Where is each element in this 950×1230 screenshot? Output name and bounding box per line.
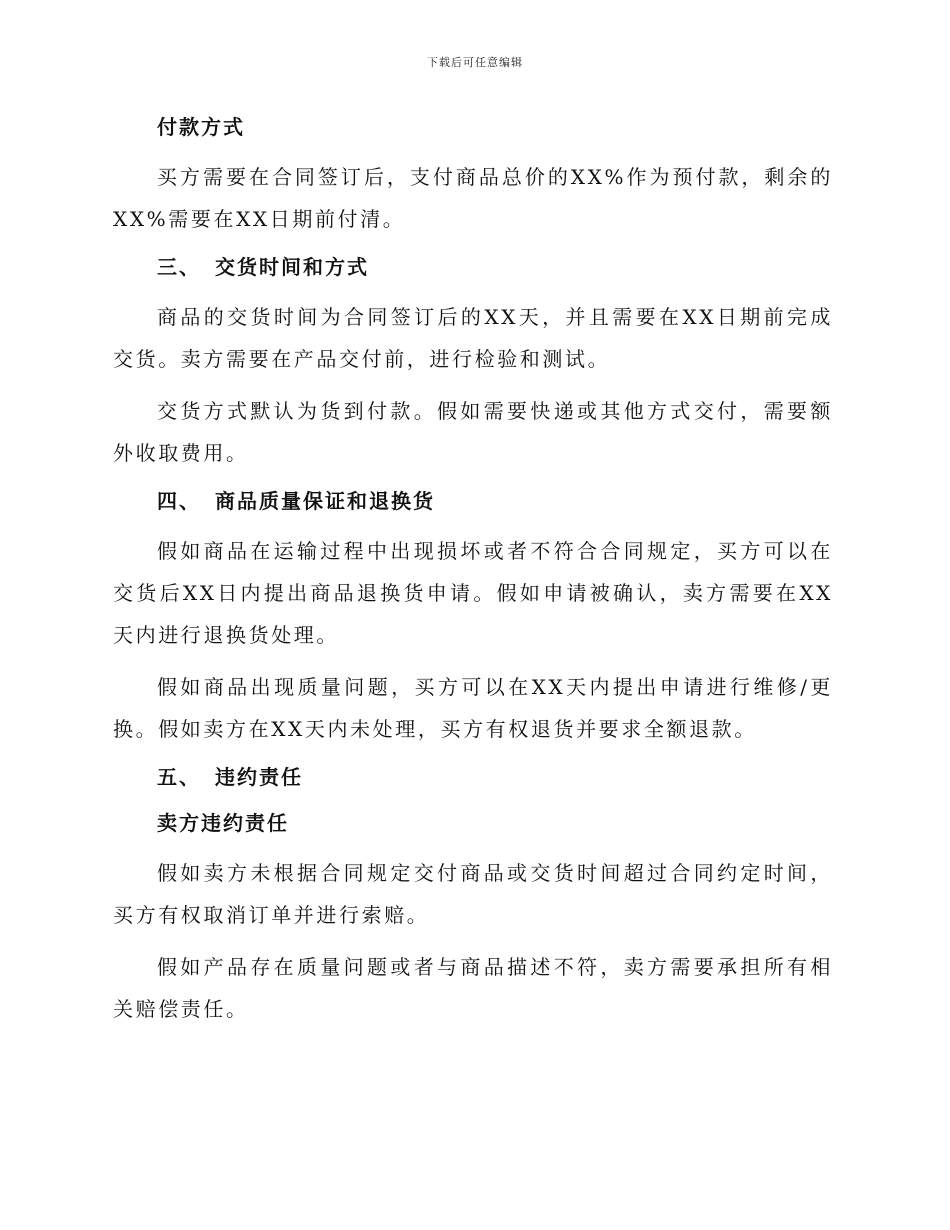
paragraph-seller-quality-liability: 假如产品存在质量问题或者与商品描述不符，卖方需要承担所有相关赔偿责任。 [113,955,833,1021]
paragraph-payment: 买方需要在合同签订后，支付商品总价的XX%作为预付款，剩余的XX%需要在XX日期前付清。 [113,165,833,231]
section-heading-breach [113,760,833,794]
heading-number: 四、 [157,489,201,513]
document-body [113,110,833,1040]
heading-text: 商品质量保证和退换货 [215,489,435,513]
paragraph-delivery-time: 商品的交货时间为合同签订后的XX天，并且需要在XX日期前完成交货。卖方需要在产品交付前，进行检验和测试。 [113,305,833,371]
heading-text: 交货时间和方式 [215,255,369,279]
paragraph-delivery-method: 交货方式默认为货到付款。假如需要快递或其他方式交付，需要额外收取费用。 [113,399,833,465]
paragraph-quality-issues: 假如商品出现质量问题，买方可以在XX天内提出申请进行维修/更换。假如卖方在XX天内未处理，买方有权退货并要求全额退款。 [113,675,833,741]
heading-text: 卖方违约责任 [157,811,289,835]
subheading-seller-breach [113,806,833,840]
heading-number: 五、 [157,765,201,789]
header-note: 下载后可任意编辑 [427,56,523,69]
section-heading-quality-returns [113,484,833,518]
paragraph-seller-late-delivery: 假如卖方未根据合同规定交付商品或交货时间超过合同约定时间，买方有权取消订单并进行索赔。 [113,861,833,927]
heading-text: 违约责任 [215,765,303,789]
section-heading-delivery [113,250,833,284]
paragraph-returns: 假如商品在运输过程中出现损坏或者不符合合同规定，买方可以在交货后XX日内提出商品退换货申请。假如申请被确认，卖方需要在XX天内进行退换货处理。 [113,539,833,647]
section-heading-payment-method [113,110,833,144]
heading-text: 付款方式 [157,115,245,139]
heading-number: 三、 [157,255,201,279]
